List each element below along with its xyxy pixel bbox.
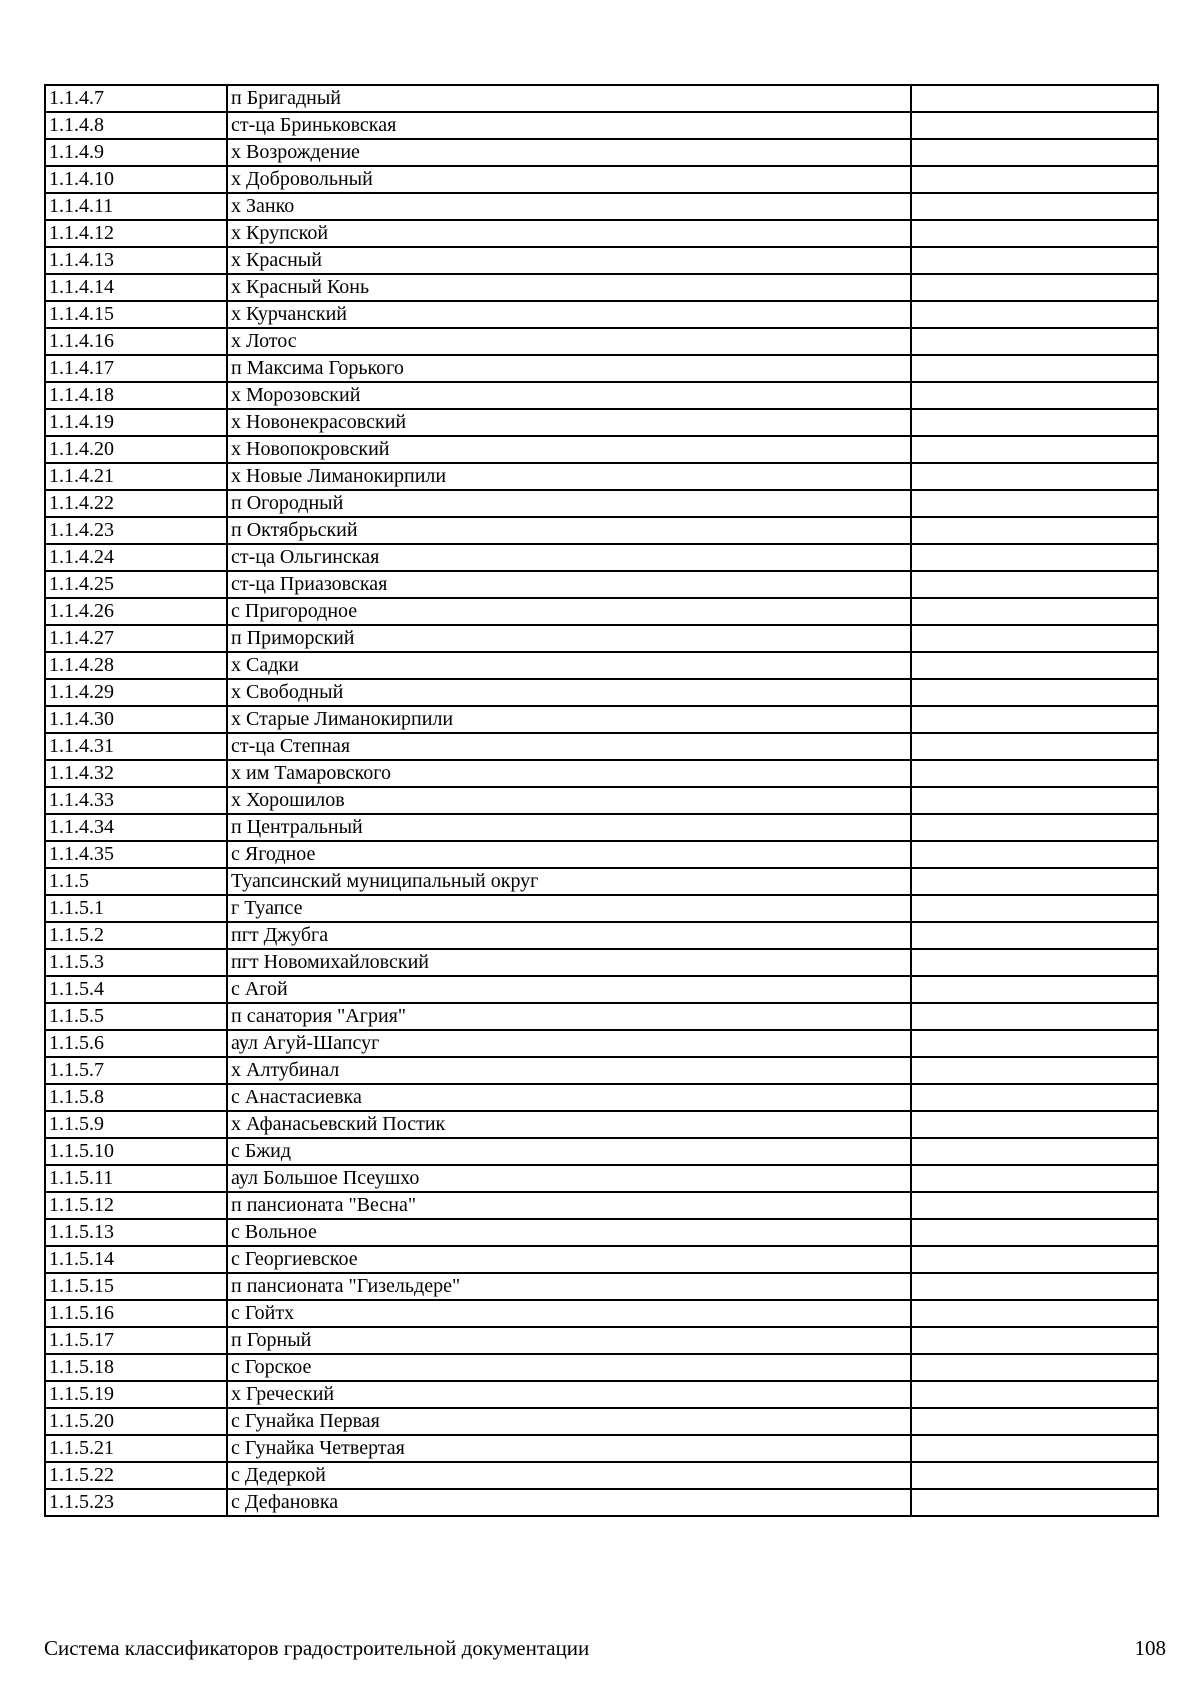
code-cell: 1.1.5.17 xyxy=(45,1327,227,1354)
name-cell: ст-ца Ольгинская xyxy=(227,544,911,571)
code-cell: 1.1.4.31 xyxy=(45,733,227,760)
table-row xyxy=(45,139,1158,166)
name-cell: х Афанасьевский Постик xyxy=(227,1111,911,1138)
name-cell: х им Тамаровского xyxy=(227,760,911,787)
name-cell: х Греческий xyxy=(227,1381,911,1408)
name-cell: х Курчанский xyxy=(227,301,911,328)
extra-cell xyxy=(911,1273,1158,1300)
code-cell: 1.1.4.26 xyxy=(45,598,227,625)
name-cell: п Октябрьский xyxy=(227,517,911,544)
name-cell: с Дефановка xyxy=(227,1489,911,1516)
code-cell: 1.1.4.33 xyxy=(45,787,227,814)
table-row xyxy=(45,1165,1158,1192)
code-cell: 1.1.4.28 xyxy=(45,652,227,679)
extra-cell xyxy=(911,1111,1158,1138)
extra-cell xyxy=(911,220,1158,247)
table-row xyxy=(45,1030,1158,1057)
table-row xyxy=(45,328,1158,355)
code-cell: 1.1.4.11 xyxy=(45,193,227,220)
extra-cell xyxy=(911,1003,1158,1030)
code-cell: 1.1.4.16 xyxy=(45,328,227,355)
name-cell: пгт Новомихайловский xyxy=(227,949,911,976)
table-row xyxy=(45,382,1158,409)
name-cell: с Горское xyxy=(227,1354,911,1381)
name-cell: п пансионата "Гизельдере" xyxy=(227,1273,911,1300)
name-cell: аул Большое Псеушхо xyxy=(227,1165,911,1192)
table-row xyxy=(45,949,1158,976)
code-cell: 1.1.5.14 xyxy=(45,1246,227,1273)
extra-cell xyxy=(911,571,1158,598)
extra-cell xyxy=(911,409,1158,436)
classifier-table-body xyxy=(45,85,1158,1516)
name-cell: п Центральный xyxy=(227,814,911,841)
table-row xyxy=(45,652,1158,679)
extra-cell xyxy=(911,1435,1158,1462)
extra-cell xyxy=(911,1138,1158,1165)
extra-cell xyxy=(911,1219,1158,1246)
table-row xyxy=(45,1300,1158,1327)
name-cell: х Добровольный xyxy=(227,166,911,193)
name-cell: ст-ца Бриньковская xyxy=(227,112,911,139)
name-cell: ст-ца Степная xyxy=(227,733,911,760)
table-row xyxy=(45,1462,1158,1489)
table-row xyxy=(45,571,1158,598)
table-row xyxy=(45,841,1158,868)
code-cell: 1.1.5.16 xyxy=(45,1300,227,1327)
code-cell: 1.1.5.5 xyxy=(45,1003,227,1030)
code-cell: 1.1.5.6 xyxy=(45,1030,227,1057)
table-row xyxy=(45,1435,1158,1462)
table-row xyxy=(45,517,1158,544)
code-cell: 1.1.4.10 xyxy=(45,166,227,193)
table-row xyxy=(45,733,1158,760)
extra-cell xyxy=(911,787,1158,814)
name-cell: с Гойтх xyxy=(227,1300,911,1327)
extra-cell xyxy=(911,517,1158,544)
name-cell: х Морозовский xyxy=(227,382,911,409)
table-row xyxy=(45,868,1158,895)
code-cell: 1.1.5.7 xyxy=(45,1057,227,1084)
extra-cell xyxy=(911,274,1158,301)
code-cell: 1.1.4.12 xyxy=(45,220,227,247)
name-cell: п Приморский xyxy=(227,625,911,652)
extra-cell xyxy=(911,1489,1158,1516)
table-row xyxy=(45,976,1158,1003)
table-row xyxy=(45,679,1158,706)
extra-cell xyxy=(911,193,1158,220)
table-row xyxy=(45,1489,1158,1516)
extra-cell xyxy=(911,1354,1158,1381)
code-cell: 1.1.4.30 xyxy=(45,706,227,733)
extra-cell xyxy=(911,1300,1158,1327)
table-row xyxy=(45,922,1158,949)
name-cell: г Туапсе xyxy=(227,895,911,922)
code-cell: 1.1.5.3 xyxy=(45,949,227,976)
extra-cell xyxy=(911,868,1158,895)
extra-cell xyxy=(911,1327,1158,1354)
extra-cell xyxy=(911,895,1158,922)
table-row xyxy=(45,814,1158,841)
footer-page-number: 108 xyxy=(1134,1636,1166,1660)
code-cell: 1.1.4.13 xyxy=(45,247,227,274)
name-cell: с Бжид xyxy=(227,1138,911,1165)
extra-cell xyxy=(911,301,1158,328)
name-cell: п санатория "Агрия" xyxy=(227,1003,911,1030)
extra-cell xyxy=(911,247,1158,274)
table-row xyxy=(45,787,1158,814)
extra-cell xyxy=(911,652,1158,679)
extra-cell xyxy=(911,814,1158,841)
table-row xyxy=(45,1273,1158,1300)
code-cell: 1.1.4.8 xyxy=(45,112,227,139)
code-cell: 1.1.4.22 xyxy=(45,490,227,517)
table-row xyxy=(45,1111,1158,1138)
name-cell: х Возрождение xyxy=(227,139,911,166)
table-row xyxy=(45,760,1158,787)
name-cell: х Алтубинал xyxy=(227,1057,911,1084)
name-cell: с Ягодное xyxy=(227,841,911,868)
extra-cell xyxy=(911,706,1158,733)
name-cell: х Новопокровский xyxy=(227,436,911,463)
code-cell: 1.1.5.21 xyxy=(45,1435,227,1462)
name-cell: х Лотос xyxy=(227,328,911,355)
code-cell: 1.1.5.19 xyxy=(45,1381,227,1408)
code-cell: 1.1.5.13 xyxy=(45,1219,227,1246)
code-cell: 1.1.5.23 xyxy=(45,1489,227,1516)
extra-cell xyxy=(911,1408,1158,1435)
table-row xyxy=(45,463,1158,490)
name-cell: п Бригадный xyxy=(227,85,911,112)
extra-cell xyxy=(911,85,1158,112)
code-cell: 1.1.5.22 xyxy=(45,1462,227,1489)
extra-cell xyxy=(911,1030,1158,1057)
table-row xyxy=(45,625,1158,652)
table-row xyxy=(45,1381,1158,1408)
code-cell: 1.1.5.4 xyxy=(45,976,227,1003)
extra-cell xyxy=(911,1246,1158,1273)
table-row xyxy=(45,1138,1158,1165)
table-row xyxy=(45,1408,1158,1435)
code-cell: 1.1.5.12 xyxy=(45,1192,227,1219)
extra-cell xyxy=(911,598,1158,625)
name-cell: х Занко xyxy=(227,193,911,220)
table-row xyxy=(45,1219,1158,1246)
table-row xyxy=(45,436,1158,463)
code-cell: 1.1.4.24 xyxy=(45,544,227,571)
code-cell: 1.1.4.9 xyxy=(45,139,227,166)
code-cell: 1.1.4.29 xyxy=(45,679,227,706)
extra-cell xyxy=(911,949,1158,976)
code-cell: 1.1.4.32 xyxy=(45,760,227,787)
table-row xyxy=(45,1057,1158,1084)
table-row xyxy=(45,166,1158,193)
name-cell: с Вольное xyxy=(227,1219,911,1246)
name-cell: х Новонекрасовский xyxy=(227,409,911,436)
table-row xyxy=(45,112,1158,139)
table-row xyxy=(45,85,1158,112)
name-cell: аул Агуй-Шапсуг xyxy=(227,1030,911,1057)
extra-cell xyxy=(911,625,1158,652)
extra-cell xyxy=(911,355,1158,382)
name-cell: ст-ца Приазовская xyxy=(227,571,911,598)
name-cell: с Анастасиевка xyxy=(227,1084,911,1111)
table-row xyxy=(45,247,1158,274)
table-row xyxy=(45,1003,1158,1030)
extra-cell xyxy=(911,976,1158,1003)
extra-cell xyxy=(911,679,1158,706)
name-cell: с Гунайка Четвертая xyxy=(227,1435,911,1462)
extra-cell xyxy=(911,112,1158,139)
name-cell: пгт Джубга xyxy=(227,922,911,949)
extra-cell xyxy=(911,1192,1158,1219)
code-cell: 1.1.5.8 xyxy=(45,1084,227,1111)
name-cell: п Горный xyxy=(227,1327,911,1354)
table-row xyxy=(45,1246,1158,1273)
code-cell: 1.1.5.9 xyxy=(45,1111,227,1138)
name-cell: х Свободный xyxy=(227,679,911,706)
table-row xyxy=(45,220,1158,247)
code-cell: 1.1.4.20 xyxy=(45,436,227,463)
code-cell: 1.1.4.21 xyxy=(45,463,227,490)
name-cell: с Георгиевское xyxy=(227,1246,911,1273)
name-cell: с Дедеркой xyxy=(227,1462,911,1489)
extra-cell xyxy=(911,841,1158,868)
extra-cell xyxy=(911,436,1158,463)
table-row xyxy=(45,193,1158,220)
extra-cell xyxy=(911,1165,1158,1192)
name-cell: п пансионата "Весна" xyxy=(227,1192,911,1219)
name-cell: п Максима Горького xyxy=(227,355,911,382)
code-cell: 1.1.4.15 xyxy=(45,301,227,328)
table-row xyxy=(45,274,1158,301)
table-row xyxy=(45,544,1158,571)
extra-cell xyxy=(911,1381,1158,1408)
table-row xyxy=(45,1327,1158,1354)
code-cell: 1.1.4.25 xyxy=(45,571,227,598)
table-row xyxy=(45,409,1158,436)
code-cell: 1.1.5.10 xyxy=(45,1138,227,1165)
code-cell: 1.1.5.20 xyxy=(45,1408,227,1435)
table-row xyxy=(45,301,1158,328)
table-row xyxy=(45,1084,1158,1111)
classifier-table xyxy=(44,84,1159,1517)
extra-cell xyxy=(911,490,1158,517)
extra-cell xyxy=(911,544,1158,571)
name-cell: х Новые Лиманокирпили xyxy=(227,463,911,490)
code-cell: 1.1.5.11 xyxy=(45,1165,227,1192)
name-cell: с Агой xyxy=(227,976,911,1003)
code-cell: 1.1.5 xyxy=(45,868,227,895)
name-cell: п Огородный xyxy=(227,490,911,517)
code-cell: 1.1.4.18 xyxy=(45,382,227,409)
name-cell: с Гунайка Первая xyxy=(227,1408,911,1435)
extra-cell xyxy=(911,139,1158,166)
extra-cell xyxy=(911,463,1158,490)
table-row xyxy=(45,706,1158,733)
table-row xyxy=(45,1354,1158,1381)
extra-cell xyxy=(911,1057,1158,1084)
extra-cell xyxy=(911,922,1158,949)
name-cell: х Хорошилов xyxy=(227,787,911,814)
extra-cell xyxy=(911,760,1158,787)
name-cell: Туапсинский муниципальный округ xyxy=(227,868,911,895)
table-row xyxy=(45,1192,1158,1219)
code-cell: 1.1.4.17 xyxy=(45,355,227,382)
footer-document-title: Система классификаторов градостроительной документации xyxy=(44,1636,590,1660)
name-cell: с Пригородное xyxy=(227,598,911,625)
code-cell: 1.1.5.2 xyxy=(45,922,227,949)
code-cell: 1.1.4.23 xyxy=(45,517,227,544)
code-cell: 1.1.5.15 xyxy=(45,1273,227,1300)
name-cell: х Красный xyxy=(227,247,911,274)
name-cell: х Красный Конь xyxy=(227,274,911,301)
code-cell: 1.1.4.14 xyxy=(45,274,227,301)
name-cell: х Крупской xyxy=(227,220,911,247)
name-cell: х Садки xyxy=(227,652,911,679)
extra-cell xyxy=(911,328,1158,355)
table-row xyxy=(45,490,1158,517)
code-cell: 1.1.4.19 xyxy=(45,409,227,436)
code-cell: 1.1.5.18 xyxy=(45,1354,227,1381)
extra-cell xyxy=(911,1462,1158,1489)
code-cell: 1.1.4.7 xyxy=(45,85,227,112)
code-cell: 1.1.4.27 xyxy=(45,625,227,652)
table-row xyxy=(45,598,1158,625)
code-cell: 1.1.4.35 xyxy=(45,841,227,868)
extra-cell xyxy=(911,1084,1158,1111)
table-row xyxy=(45,895,1158,922)
extra-cell xyxy=(911,733,1158,760)
extra-cell xyxy=(911,166,1158,193)
code-cell: 1.1.4.34 xyxy=(45,814,227,841)
table-row xyxy=(45,355,1158,382)
name-cell: х Старые Лиманокирпили xyxy=(227,706,911,733)
code-cell: 1.1.5.1 xyxy=(45,895,227,922)
extra-cell xyxy=(911,382,1158,409)
